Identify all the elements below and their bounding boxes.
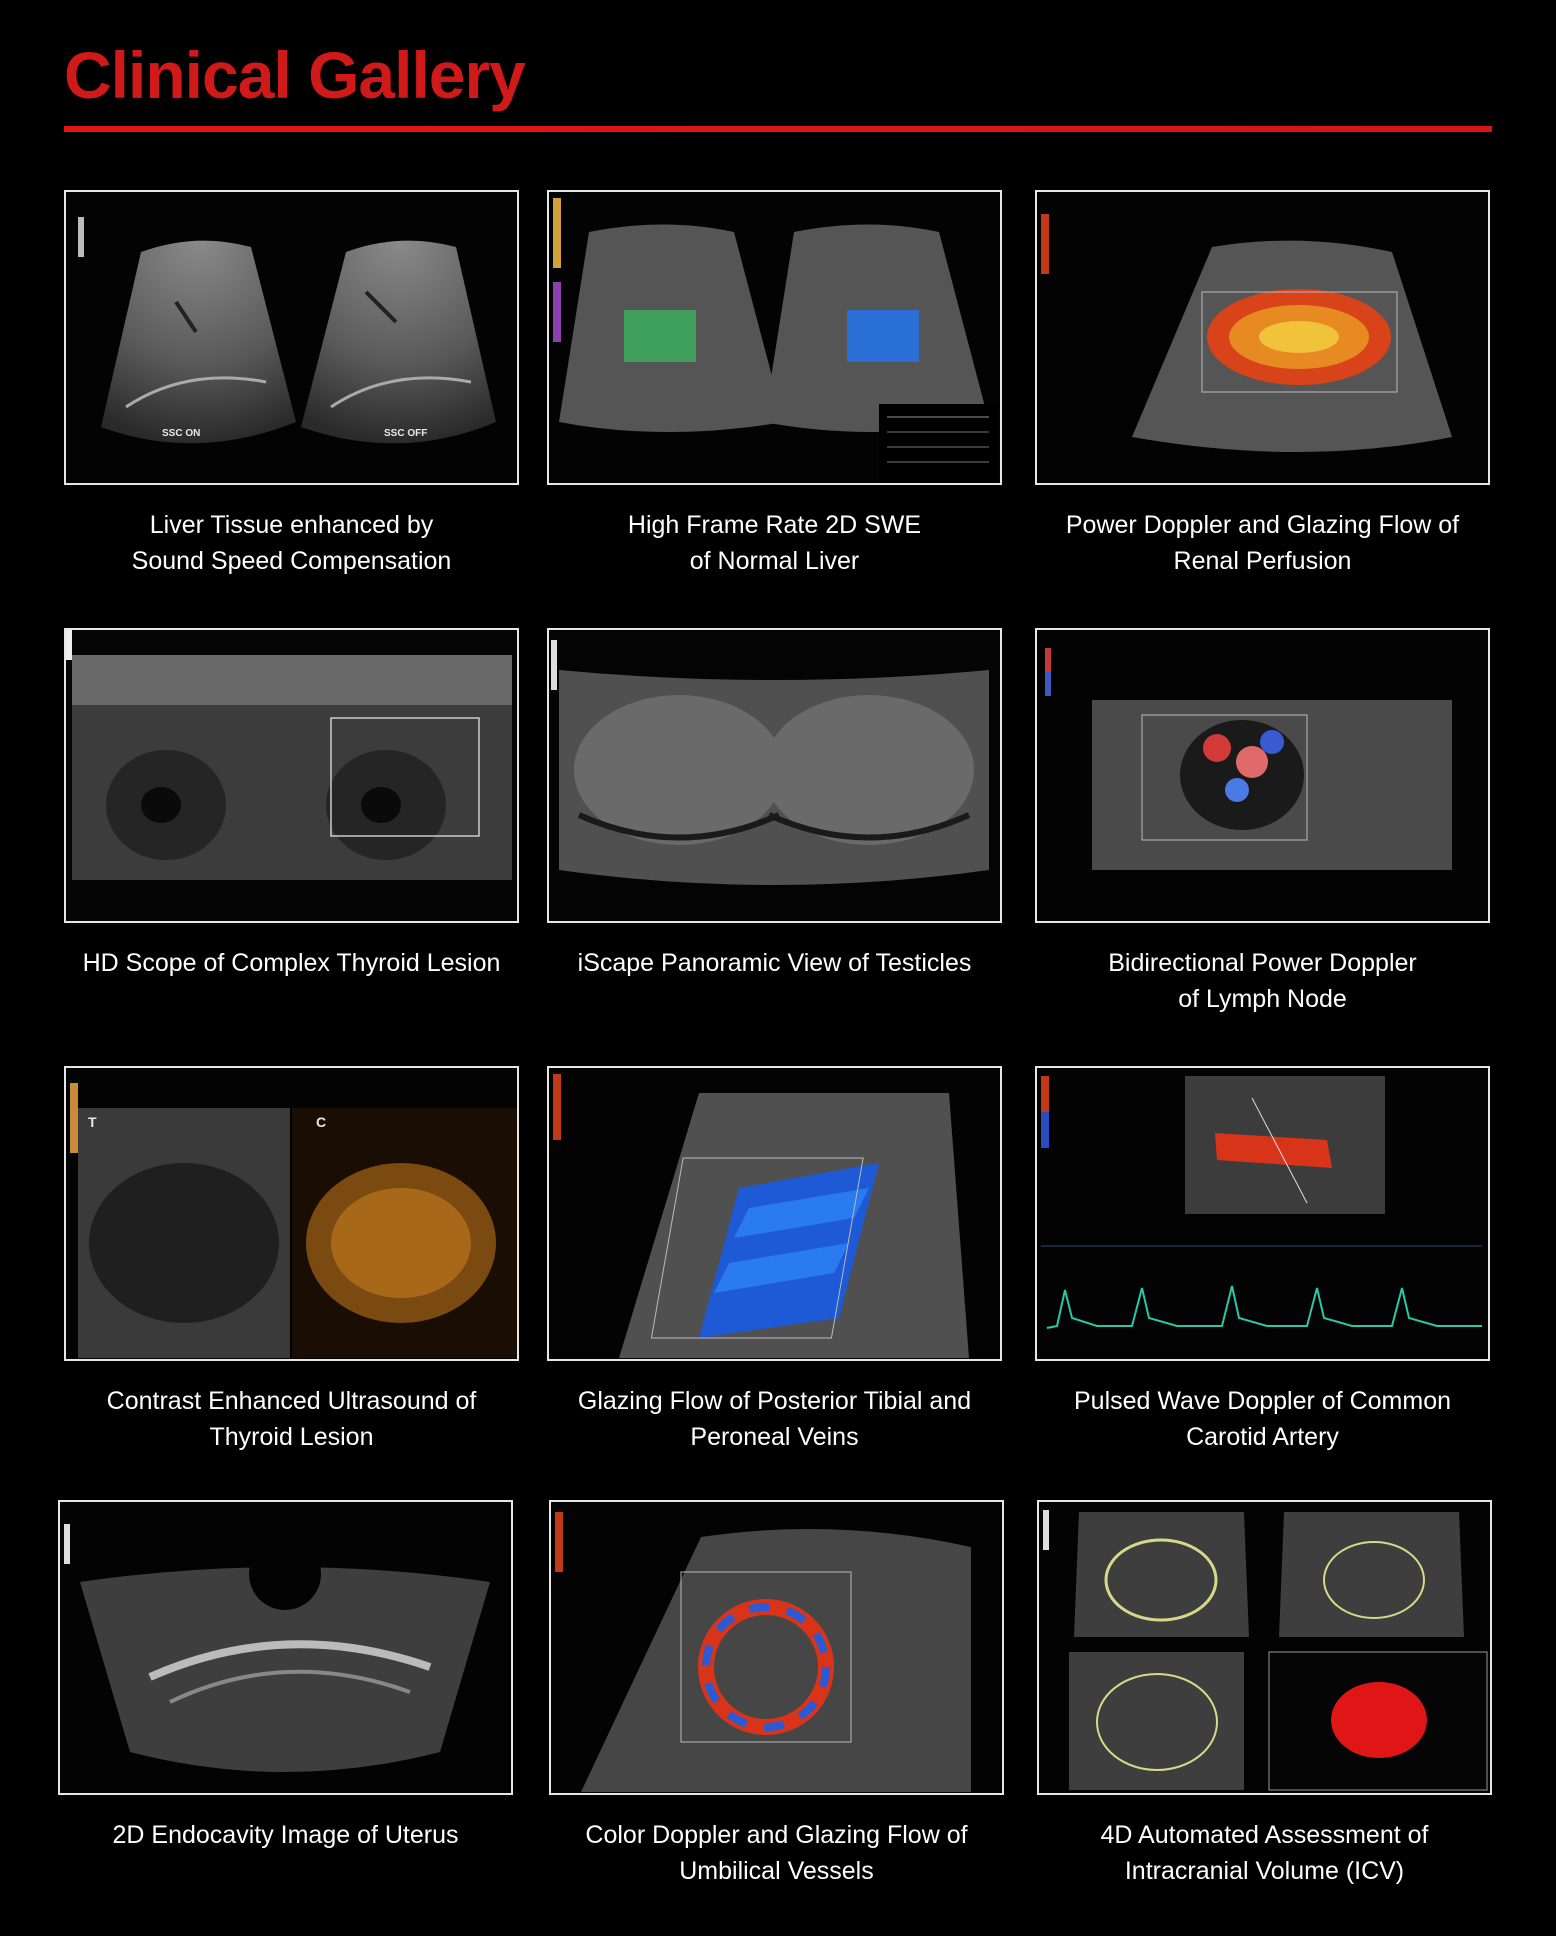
caption: 2D Endocavity Image of Uterus: [112, 1821, 459, 1849]
gallery-item-umbilical: [549, 1500, 1004, 1889]
ssc-off-label: SSC OFF: [384, 428, 428, 439]
caption: Power Doppler and Glazing Flow of Renal Perfusion: [1065, 511, 1460, 575]
caption: Liver Tissue enhanced by Sound Speed Compensation: [131, 511, 452, 575]
ultrasound-image-renal-perfusion: [1035, 190, 1490, 485]
caption: HD Scope of Complex Thyroid Lesion: [82, 949, 501, 977]
gallery-item-tibial-veins: [547, 1066, 1002, 1455]
gallery-item-uterus: [58, 1500, 513, 1853]
gallery-item-carotid-pw: [1035, 1066, 1490, 1455]
gallery-item-lymph-node: [1035, 628, 1490, 1017]
ultrasound-image-lymph-node: [1035, 628, 1490, 923]
caption: Bidirectional Power Doppler of Lymph Node: [1108, 949, 1417, 1013]
caption: Glazing Flow of Posterior Tibial and Peroneal Veins: [577, 1387, 972, 1451]
ultrasound-image-icv: [1037, 1500, 1492, 1795]
ultrasound-image-testicles: [547, 628, 1002, 923]
t-label: T: [88, 1114, 97, 1130]
caption: iScape Panoramic View of Testicles: [577, 949, 972, 977]
ultrasound-image-umbilical: [549, 1500, 1004, 1795]
gallery-item-thyroid-ceus: [64, 1066, 519, 1455]
caption: Contrast Enhanced Ultrasound of Thyroid Lesion: [106, 1387, 477, 1451]
caption: 4D Automated Assessment of Intracranial Volume (ICV): [1100, 1821, 1429, 1885]
ultrasound-image-carotid-pw: [1035, 1066, 1490, 1361]
gallery-item-renal-perfusion: [1035, 190, 1490, 579]
ultrasound-image-uterus: [58, 1500, 513, 1795]
caption: Pulsed Wave Doppler of Common Carotid Artery: [1073, 1387, 1451, 1451]
ssc-on-label: SSC ON: [162, 428, 201, 439]
c-label: C: [316, 1114, 327, 1130]
gallery-item-liver-swe: [547, 190, 1002, 579]
page-title: Clinical Gallery: [64, 38, 525, 112]
caption: High Frame Rate 2D SWE of Normal Liver: [627, 511, 922, 575]
gallery-item-icv: [1037, 1500, 1492, 1889]
ultrasound-image-liver-ssc: [64, 190, 519, 485]
caption: Color Doppler and Glazing Flow of Umbilical Vessels: [585, 1821, 968, 1885]
ultrasound-image-tibial-veins: [547, 1066, 1002, 1361]
ultrasound-image-liver-swe: [547, 190, 1002, 485]
gallery-item-testicles: [547, 628, 1002, 981]
title-rule: [64, 126, 1492, 132]
gallery-item-liver-ssc: [64, 190, 519, 579]
gallery-item-thyroid-hd: [64, 628, 519, 981]
ultrasound-image-thyroid-hd: [64, 628, 519, 923]
ultrasound-image-thyroid-ceus: [64, 1066, 519, 1361]
